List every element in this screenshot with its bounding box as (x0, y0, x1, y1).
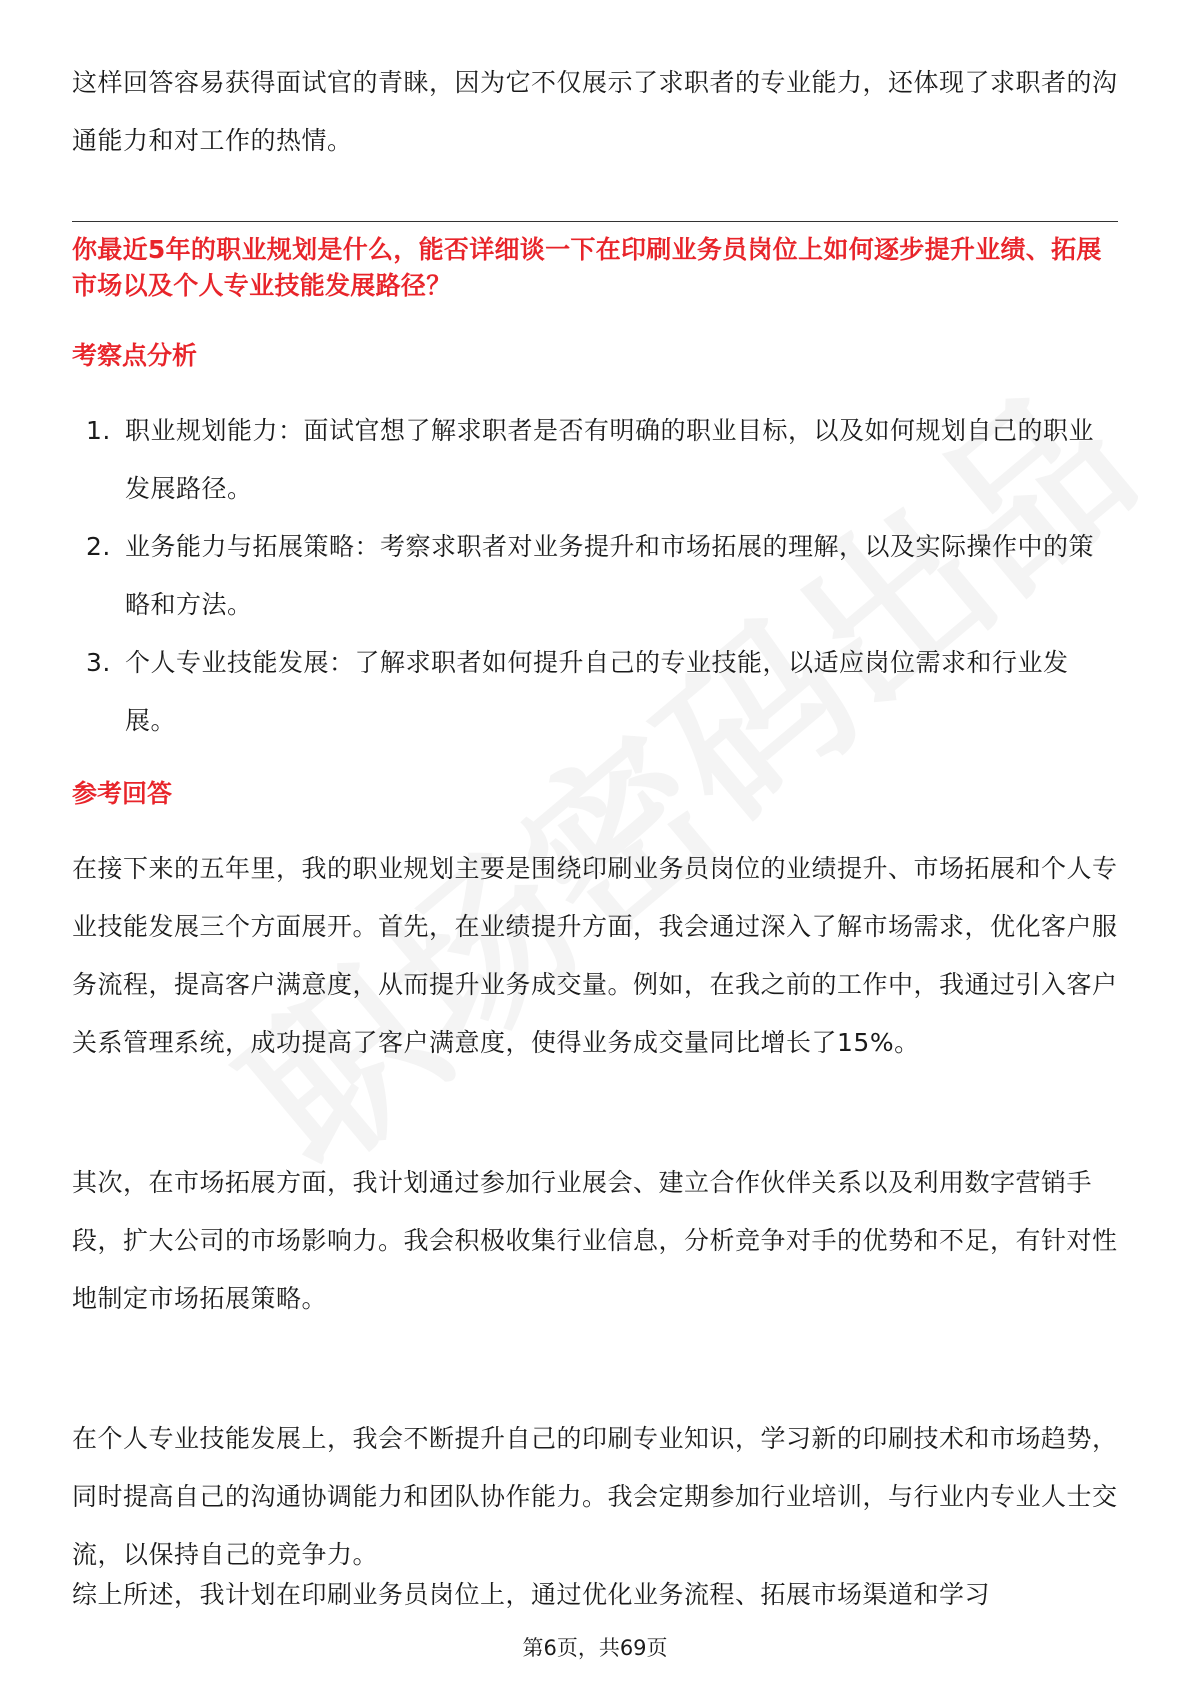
list-text: 职业规划能力：面试官想了解求职者是否有明确的职业目标，以及如何规划自己的职业发展路径。 (125, 416, 1095, 503)
page-footer: 第6页，共69页 (522, 1636, 668, 1660)
list-text: 业务能力与拓展策略：考察求职者对业务提升和市场拓展的理解，以及实际操作中的策略和方法。 (125, 532, 1095, 619)
analysis-item (72, 518, 1118, 634)
answer-paragraph: 综上所述，我计划在印刷业务员岗位上，通过优化业务流程、拓展市场渠道和学习 (72, 1580, 991, 1609)
list-number: 3. (86, 648, 111, 677)
list-number: 1. (86, 416, 111, 445)
question-heading: 你最近5年的职业规划是什么，能否详细谈一下在印刷业务员岗位上如何逐步提升业绩、拓展市场以及个人专业技能发展路径？ (72, 235, 1102, 300)
analysis-item (72, 634, 1118, 750)
intro-paragraph: 这样回答容易获得面试官的青睐，因为它不仅展示了求职者的专业能力，还体现了求职者的沟通能力和对工作的热情。 (72, 68, 1118, 155)
answer-title: 参考回答 (72, 779, 173, 808)
section-divider (72, 221, 1118, 222)
answer-paragraph: 在个人专业技能发展上，我会不断提升自己的印刷专业知识，学习新的印刷技术和市场趋势，同时提高自己的沟通协调能力和团队协作能力。我会定期参加行业培训，与行业内专业人士交流，以保持自己的竞争力。 (72, 1424, 1118, 1569)
answer-paragraph: 在接下来的五年里，我的职业规划主要是围绕印刷业务员岗位的业绩提升、市场拓展和个人专业技能发展三个方面展开。首先，在业绩提升方面，我会通过深入了解市场需求，优化客户服务流程，提高客户满意度，从而提升业务成交量。例如，在我之前的工作中，我通过引入客户关系管理系统，成功提高了客户满意度，使得业务成交量同比增长了15%。 (72, 854, 1118, 1057)
analysis-item (72, 402, 1118, 518)
analysis-title: 考察点分析 (72, 341, 198, 370)
answer-paragraph: 其次，在市场拓展方面，我计划通过参加行业展会、建立合作伙伴关系以及利用数字营销手段，扩大公司的市场影响力。我会积极收集行业信息，分析竞争对手的优势和不足，有针对性地制定市场拓展策略。 (72, 1168, 1118, 1313)
list-text: 个人专业技能发展：了解求职者如何提升自己的专业技能，以适应岗位需求和行业发展。 (125, 648, 1069, 735)
list-number: 2. (86, 532, 111, 561)
analysis-list (72, 402, 1118, 750)
